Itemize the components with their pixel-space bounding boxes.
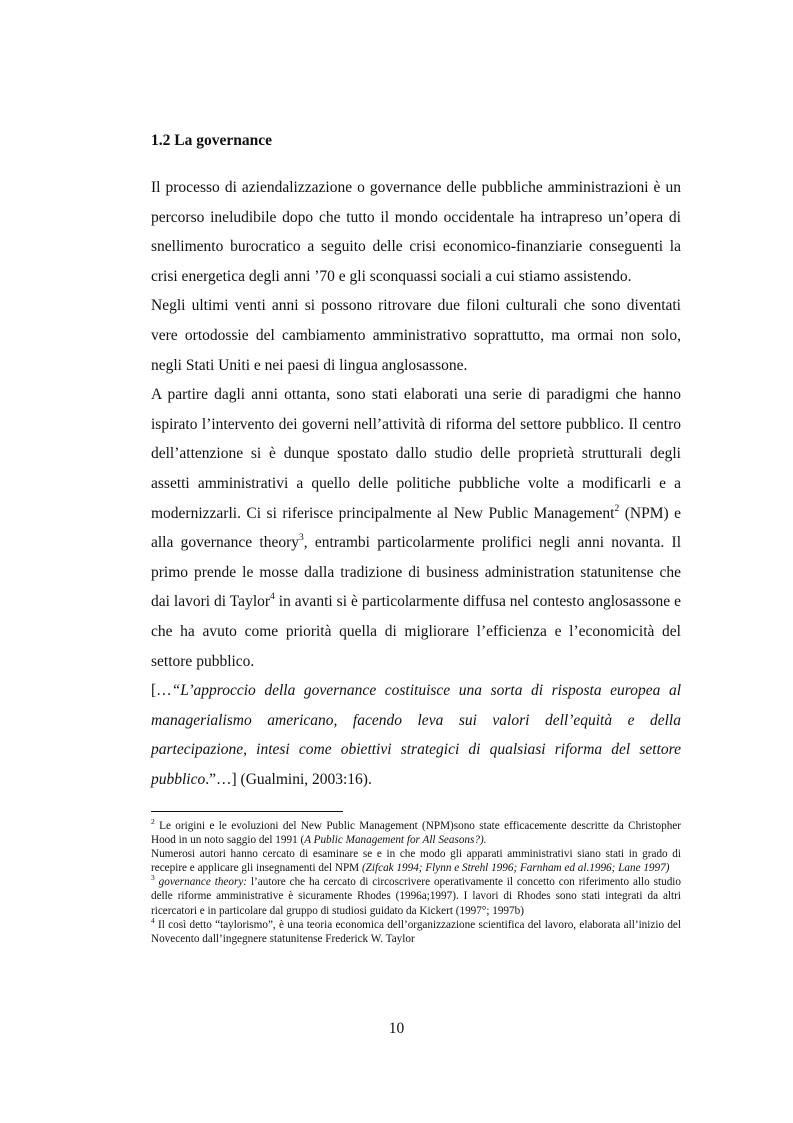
footnote-ref-3: 3 (298, 533, 304, 544)
page-number: 10 (388, 1020, 405, 1037)
quote-paragraph (151, 676, 681, 794)
footnote-3 (151, 875, 681, 917)
footnote-2-text-1: Le origini e le evoluzioni del New Public Management (NPM)sono state efficacemente descritte da Christopher Hood in un noto saggio del 1991 ( (151, 820, 681, 847)
paragraph-3-text-4: in avanti si è particolarmente diffusa nel contesto anglosassone e che ha avuto come priorità quella di migliorare l’efficienza e l’economicità del settore pubblico. (151, 593, 681, 670)
quote-italic: “L’approccio della governance costituisce una sorta di risposta europea al managerialismo americano, facendo leva sui valori dell’equità e della partecipazione, intesi come obiettivi strategici di qualsiasi riforma del settore pubblico (151, 682, 681, 788)
footnote-2-continued (151, 847, 681, 875)
paragraph-3 (151, 380, 681, 676)
quote-open: [… (151, 682, 172, 700)
footnote-2-text-2: Numerosi autori hanno cercato di esaminare se e in che modo gli apparati amministrativi siano stati in grado di recepire e applicare gli insegnamenti del NPM (151, 848, 681, 875)
footnote-separator (151, 811, 343, 812)
footnote-4-text: Il così detto “taylorismo”, è una teoria economica dell’organizzazione scientifica del lavoro, elaborata all’inizio del Novecento dall’ingegnere statunitense Frederick W. Taylor (151, 918, 681, 945)
footnote-3-number: 3 (151, 873, 155, 883)
footnote-3-text: l’autore che ha cercato di circoscrivere operativamente il concetto con riferimento allo studio delle riforme amministrative è sicuramente Rhodes (1996a;1997). I lavori di Rhodes sono stati integrati da altri ricercatori e in particolare dal gruppo di studiosi guidato da Kickert (1997°; 1997b) (151, 876, 681, 917)
paragraph-3-text-1: A partire dagli anni ottanta, sono stati elaborati una serie di paradigmi che hanno ispirato l’intervento dei governi nell’attività di riforma del settore pubblico. Il centro dell’attenzione si è dunque spostato dallo studio delle proprietà strutturali degli assetti amministrativi a quello delle politiche pubbliche volte a modificarli e a modernizzarli. Ci si riferisce principalmente al New Public Management (151, 386, 681, 522)
footnote-2-italic-1: A Public Management for All Seasons?). (304, 834, 487, 847)
paragraph-1: Il processo di aziendalizzazione o governance delle pubbliche amministrazioni è un percorso ineludibile dopo che tutto il mondo occidentale ha intrapreso un’opera di snellimento burocratico a seguito delle crisi economico-finanziarie conseguenti la crisi energetica degli anni ’70 e gli sconquassi sociali a cui stiamo assistendo. (151, 179, 681, 285)
footnotes (151, 819, 681, 946)
footnote-3-italic: governance theory: (154, 876, 248, 889)
footnote-4 (151, 915, 681, 946)
section-heading: 1.2 La governance (151, 132, 272, 149)
footnote-ref-2: 2 (614, 503, 620, 514)
paragraph-3-text-3: , entrambi particolarmente prolifici negli anni novanta. Il primo prende le mosse dalla tradizione di business administration statunitense che dai lavori di Taylor (151, 534, 681, 611)
paragraph-2: Negli ultimi venti anni si possono ritrovare due filoni culturali che sono diventati vere ortodossie del cambiamento amministrativo soprattutto, ma ormai non solo, negli Stati Uniti e nei paesi di lingua anglosassone. (151, 297, 681, 374)
footnote-2-italic-2: (Zifcak 1994; Flynn e Strehl 1996; Farnham ed al.1996; Lane 1997) (361, 862, 670, 875)
quote-close: .”…] (Gualmini, 2003:16). (205, 770, 372, 788)
footnote-2-number: 2 (151, 817, 155, 826)
footnote-4-number: 4 (151, 915, 155, 925)
footnote-2 (151, 819, 681, 847)
footnote-ref-4: 4 (270, 592, 275, 603)
body-text (151, 173, 681, 794)
paragraph-3-text-2: (NPM) e alla governance theory (151, 504, 681, 552)
